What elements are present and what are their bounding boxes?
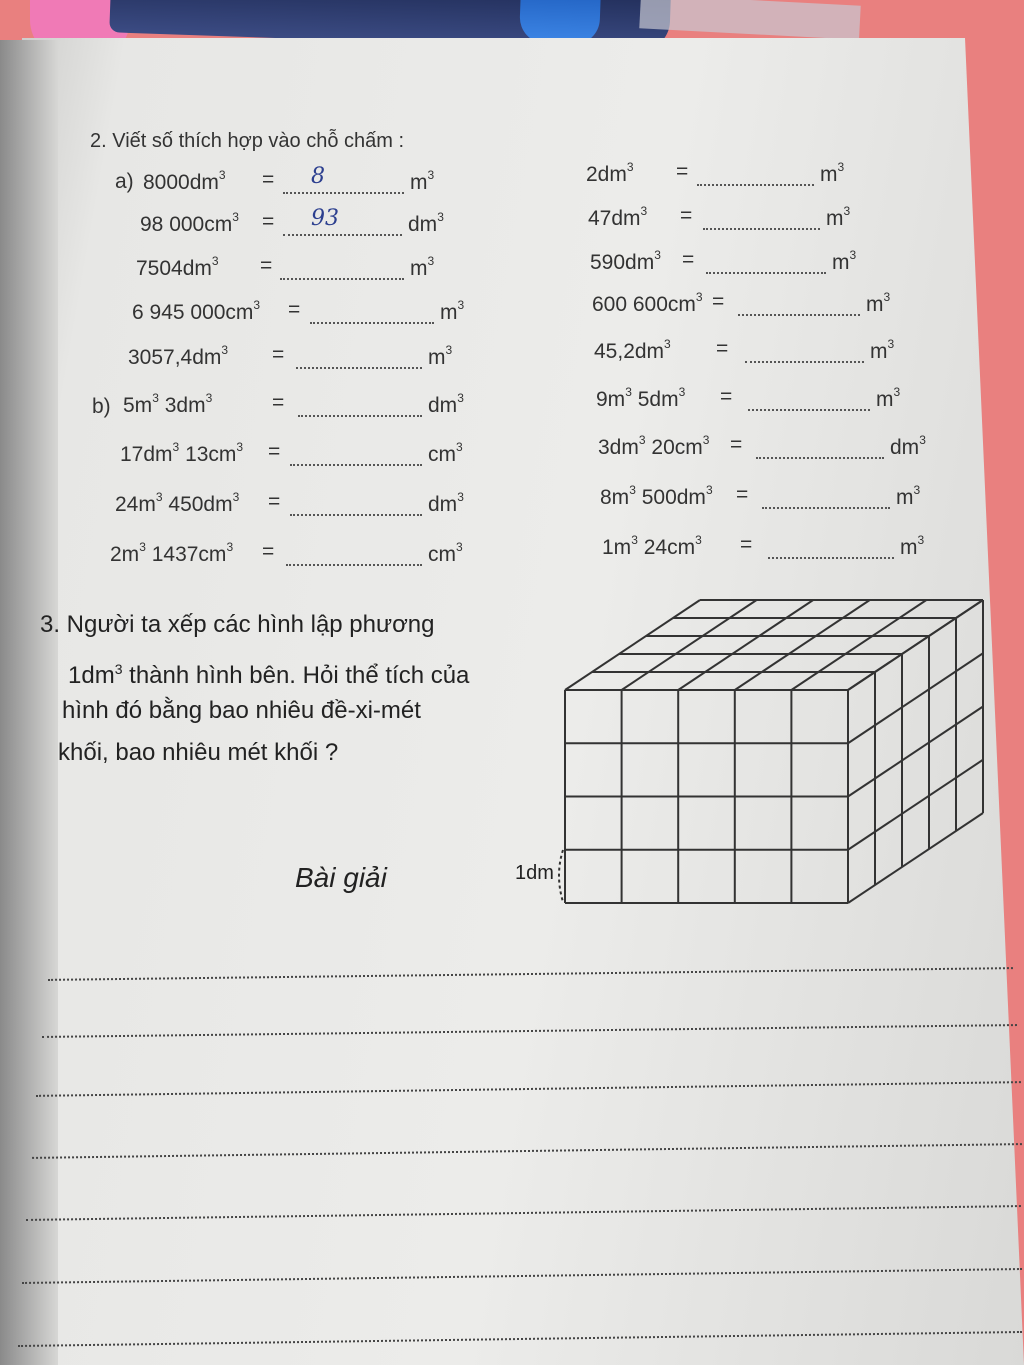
right-row-8-expression: $8m^3$ $500dm^3$ — [600, 483, 713, 509]
right-row-9-expression: $1m^3$ $24cm^3$ — [602, 533, 702, 559]
top-depth-edge — [678, 600, 813, 690]
side-depth-edge — [848, 813, 983, 903]
left-row-1-unit: $m^3$ — [410, 168, 435, 194]
left-row-5-expression: $3057,4dm^3$ — [128, 343, 229, 369]
exercise-3-line-1: 3. Người ta xếp các hình lập phương — [40, 611, 435, 638]
part-b-label: b) — [92, 395, 111, 418]
left-row-1-expression: $8000dm^3$ — [143, 168, 226, 194]
top-depth-edge — [622, 600, 757, 690]
side-depth-edge — [848, 707, 983, 797]
left-row-2-handwritten-answer: 93 — [311, 206, 339, 231]
right-row-4-equals: = — [712, 290, 725, 313]
left-row-5-unit: $m^3$ — [428, 343, 453, 369]
right-row-5-unit: $m^3$ — [870, 337, 895, 363]
left-row-6-unit: $dm^3$ — [428, 391, 464, 417]
right-row-2-unit: $m^3$ — [826, 204, 851, 230]
left-row-2-expression: 98 $000cm^3$ — [140, 210, 239, 236]
right-row-4-unit: $m^3$ — [866, 290, 891, 316]
left-row-7-unit: $cm^3$ — [428, 440, 463, 466]
left-row-9-expression: $2m^3$ $1437cm^3$ — [110, 540, 234, 566]
right-row-9-unit: $m^3$ — [900, 533, 925, 559]
right-row-3-equals: = — [682, 248, 695, 271]
right-row-7-expression: $3dm^3$ $20cm^3$ — [598, 433, 710, 459]
left-row-3-equals: = — [260, 254, 273, 277]
left-row-7-expression: $17dm^3$ $13cm^3$ — [120, 440, 244, 466]
left-row-4-equals: = — [288, 298, 301, 321]
right-row-7-equals: = — [730, 433, 743, 456]
left-row-7-equals: = — [268, 440, 281, 463]
right-row-4-expression: 600 $600cm^3$ — [592, 290, 703, 316]
part-a-label: a) — [115, 170, 134, 193]
left-row-1-equals: = — [262, 168, 275, 191]
left-row-3-expression: $7504dm^3$ — [136, 254, 219, 280]
top-depth-edge — [565, 600, 700, 690]
exercise-3-line-4: khối, bao nhiêu mét khối ? — [58, 739, 339, 766]
left-row-8-unit: $dm^3$ — [428, 490, 464, 516]
right-row-6-unit: $m^3$ — [876, 385, 901, 411]
right-row-3-expression: $590dm^3$ — [590, 248, 661, 274]
solution-title: Bài giải — [295, 862, 387, 893]
left-row-4-unit: $m^3$ — [440, 298, 465, 324]
left-row-3-unit: $m^3$ — [410, 254, 435, 280]
right-row-6-equals: = — [720, 385, 733, 408]
right-row-1-unit: $m^3$ — [820, 160, 845, 186]
top-depth-edge — [791, 600, 926, 690]
right-row-1-expression: $2dm^3$ — [586, 160, 634, 186]
top-depth-edge — [735, 600, 870, 690]
left-row-1-handwritten-answer: 8 — [311, 164, 325, 189]
left-row-5-equals: = — [272, 343, 285, 366]
right-row-2-expression: $47dm^3$ — [588, 204, 648, 230]
left-row-8-expression: $24m^3$ $450dm^3$ — [115, 490, 240, 516]
right-row-7-unit: $dm^3$ — [890, 433, 926, 459]
right-row-9-equals: = — [740, 533, 753, 556]
exercise-2-title: 2. Viết số thích hợp vào chỗ chấm : — [90, 130, 405, 152]
right-row-5-equals: = — [716, 337, 729, 360]
dimension-label: 1dm — [515, 862, 554, 884]
side-depth-edge — [848, 760, 983, 850]
exercise-3-line-3: hình đó bằng bao nhiêu đề-xi-mét — [62, 697, 421, 724]
exercise-3-line-2: $1dm^3$ thành hình bên. Hỏi thể tích của — [68, 661, 470, 689]
left-row-4-expression: 6 945 $000cm^3$ — [132, 298, 261, 324]
right-row-6-expression: $9m^3$ $5dm^3$ — [596, 385, 686, 411]
side-depth-edge — [848, 653, 983, 743]
left-row-2-equals: = — [262, 210, 275, 233]
right-row-1-equals: = — [676, 160, 689, 183]
left-row-6-equals: = — [272, 391, 285, 414]
left-row-6-expression: $5m^3$ $3dm^3$ — [123, 391, 213, 417]
left-row-9-equals: = — [262, 540, 275, 563]
left-row-8-equals: = — [268, 490, 281, 513]
right-row-8-unit: $m^3$ — [896, 483, 921, 509]
right-row-5-expression: $45,2dm^3$ — [594, 337, 671, 363]
left-row-9-unit: $cm^3$ — [428, 540, 463, 566]
right-row-8-equals: = — [736, 483, 749, 506]
dimension-bracket — [559, 850, 563, 902]
side-depth-edge — [848, 600, 983, 690]
right-row-3-unit: $m^3$ — [832, 248, 857, 274]
right-row-2-equals: = — [680, 204, 693, 227]
left-row-2-unit: $dm^3$ — [408, 210, 444, 236]
